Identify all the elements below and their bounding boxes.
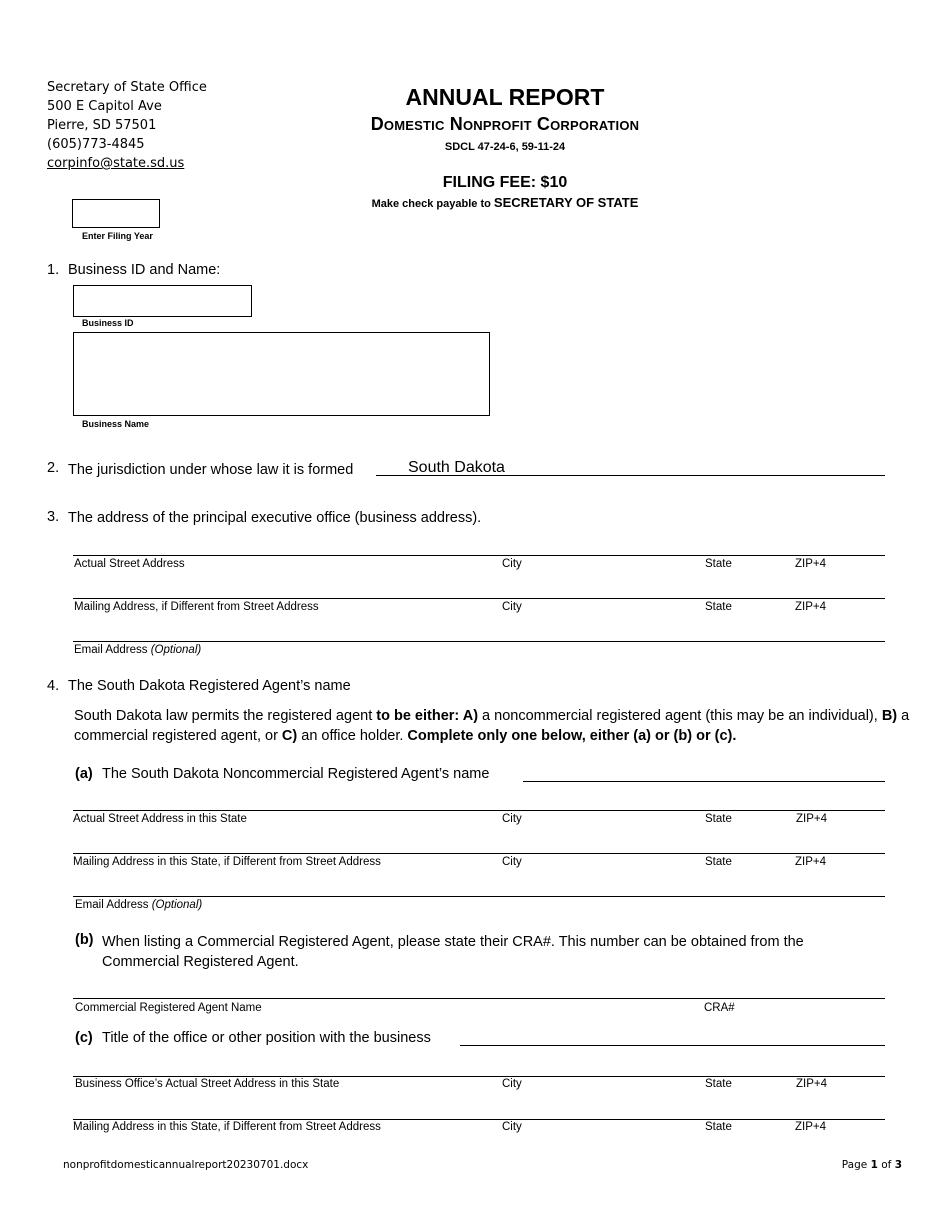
q4c-zip-label: ZIP+4 xyxy=(796,1078,828,1090)
q4-para-1: South Dakota law permits the registered agent xyxy=(74,708,377,724)
q4a-mailing-zip-label: ZIP+4 xyxy=(795,856,827,868)
q4-para-8: Complete only one below, either (a) or (b) or (c). xyxy=(407,728,737,744)
q4-para-4: B) xyxy=(881,708,898,724)
q3-email-label-text: Email Address xyxy=(74,644,148,656)
office-address xyxy=(47,78,207,173)
q3-zip-label: ZIP+4 xyxy=(795,558,827,570)
q4b-text xyxy=(102,932,892,972)
q4-text: The South Dakota Registered Agent’s name xyxy=(68,678,351,694)
q4a-city-label: City xyxy=(502,813,522,825)
payable-prefix: Make check payable to xyxy=(371,198,491,210)
q3-text: The address of the principal executive office (business address). xyxy=(68,510,482,526)
q4c-state-label: State xyxy=(705,1078,732,1090)
jurisdiction-input[interactable]: South Dakota xyxy=(408,459,505,476)
q4-para-2: to be either: A) xyxy=(376,708,479,724)
q4-para-6: C) xyxy=(281,728,298,744)
q3-mailing-city-label: City xyxy=(502,601,522,613)
business-name-label: Business Name xyxy=(82,419,150,429)
q3-email-optional: (Optional) xyxy=(150,644,202,656)
q4c-mailing-field[interactable] xyxy=(73,1119,885,1120)
q3-mailing-label: Mailing Address, if Different from Street Address xyxy=(74,601,319,613)
q4a-email-label xyxy=(75,899,202,911)
q4c-text: Title of the office or other position with the business xyxy=(102,1030,431,1046)
q4c-mailing-state-label: State xyxy=(705,1121,732,1133)
q4-para-5: a commercial registered agent, or xyxy=(74,708,910,744)
statute-reference: SDCL 47-24-6, 59-11-24 xyxy=(444,141,566,153)
q3-city-label: City xyxy=(502,558,522,570)
q4a-street-field[interactable] xyxy=(73,810,885,811)
q3-mailing-field[interactable] xyxy=(73,598,885,599)
q1-number: 1. xyxy=(47,262,60,278)
page-subtitle: Domestic Nonprofit Corporation xyxy=(370,114,640,134)
filing-year-label: Enter Filing Year xyxy=(82,231,153,241)
q4a-agent-name-field[interactable] xyxy=(523,781,885,782)
office-phone: (605)773-4845 xyxy=(47,137,145,152)
q4a-email-label-text: Email Address xyxy=(75,899,149,911)
q4b-agent-field[interactable] xyxy=(73,998,885,999)
q3-mailing-zip-label: ZIP+4 xyxy=(795,601,827,613)
q4b-label: (b) xyxy=(75,932,94,948)
q3-mailing-state-label: State xyxy=(705,601,732,613)
q4b-text-line2: Commercial Registered Agent. xyxy=(102,954,299,970)
page-current: 1 xyxy=(870,1159,878,1171)
q4c-mailing-label: Mailing Address in this State, if Different from Street Address xyxy=(73,1121,381,1133)
q4a-state-label: State xyxy=(705,813,732,825)
q4c-street-label: Business Office’s Actual Street Address in this State xyxy=(75,1078,340,1090)
page-of: of xyxy=(881,1159,892,1171)
page-word: Page xyxy=(841,1159,868,1171)
q4b-cra-label: CRA# xyxy=(704,1002,735,1014)
q3-street-label: Actual Street Address xyxy=(74,558,185,570)
q4a-mailing-state-label: State xyxy=(705,856,732,868)
q4-para-7: an office holder. xyxy=(297,728,408,744)
filing-fee: FILING FEE: $10 xyxy=(442,174,568,191)
page-total: 3 xyxy=(894,1159,902,1171)
payable-note xyxy=(330,195,680,210)
q4c-mailing-zip-label: ZIP+4 xyxy=(795,1121,827,1133)
q2-number: 2. xyxy=(47,460,60,476)
q4-instructions xyxy=(74,706,914,746)
q4c-label: (c) xyxy=(75,1030,93,1046)
page-title: ANNUAL REPORT xyxy=(405,84,605,110)
q4-para-3: a noncommercial registered agent (this may be an individual), xyxy=(478,708,882,724)
q4c-mailing-city-label: City xyxy=(502,1121,522,1133)
q4a-mailing-label: Mailing Address in this State, if Different from Street Address xyxy=(73,856,381,868)
business-id-label: Business ID xyxy=(82,318,134,328)
q2-text: The jurisdiction under whose law it is formed xyxy=(68,462,354,478)
q4c-city-label: City xyxy=(502,1078,522,1090)
q4a-street-label: Actual Street Address in this State xyxy=(73,813,247,825)
page-number xyxy=(820,1159,902,1171)
q4a-text: The South Dakota Noncommercial Registered Agent’s name xyxy=(102,766,490,782)
q4-number: 4. xyxy=(47,678,60,694)
q3-state-label: State xyxy=(705,558,732,570)
q4c-title-field[interactable] xyxy=(460,1045,885,1046)
q1-text: Business ID and Name: xyxy=(68,262,221,278)
q4a-label: (a) xyxy=(75,766,93,782)
payable-to: SECRETARY OF STATE xyxy=(493,195,639,210)
q3-number: 3. xyxy=(47,509,60,525)
business-name-input[interactable] xyxy=(73,332,490,416)
q4b-text-line1: When listing a Commercial Registered Agent, please state their CRA#. This number can be obtained from the xyxy=(102,934,804,950)
office-name: Secretary of State Office xyxy=(47,80,207,95)
q4a-zip-label: ZIP+4 xyxy=(796,813,828,825)
q4a-email-optional: (Optional) xyxy=(151,899,203,911)
q3-email-field[interactable] xyxy=(73,641,885,642)
office-city: Pierre, SD 57501 xyxy=(47,118,157,133)
q4c-street-field[interactable] xyxy=(73,1076,885,1077)
q4b-name-label: Commercial Registered Agent Name xyxy=(75,1002,262,1014)
business-id-input[interactable] xyxy=(73,285,252,317)
filing-year-input[interactable] xyxy=(72,199,160,228)
footer-filename: nonprofitdomesticannualreport20230701.docx xyxy=(63,1159,309,1171)
q4a-email-field[interactable] xyxy=(73,896,885,897)
office-street: 500 E Capitol Ave xyxy=(47,99,162,114)
office-email-link[interactable]: corpinfo@state.sd.us xyxy=(47,156,185,171)
q4a-mailing-city-label: City xyxy=(502,856,522,868)
q4a-mailing-field[interactable] xyxy=(73,853,885,854)
q3-street-field[interactable] xyxy=(73,555,885,556)
q3-email-label xyxy=(74,644,201,656)
